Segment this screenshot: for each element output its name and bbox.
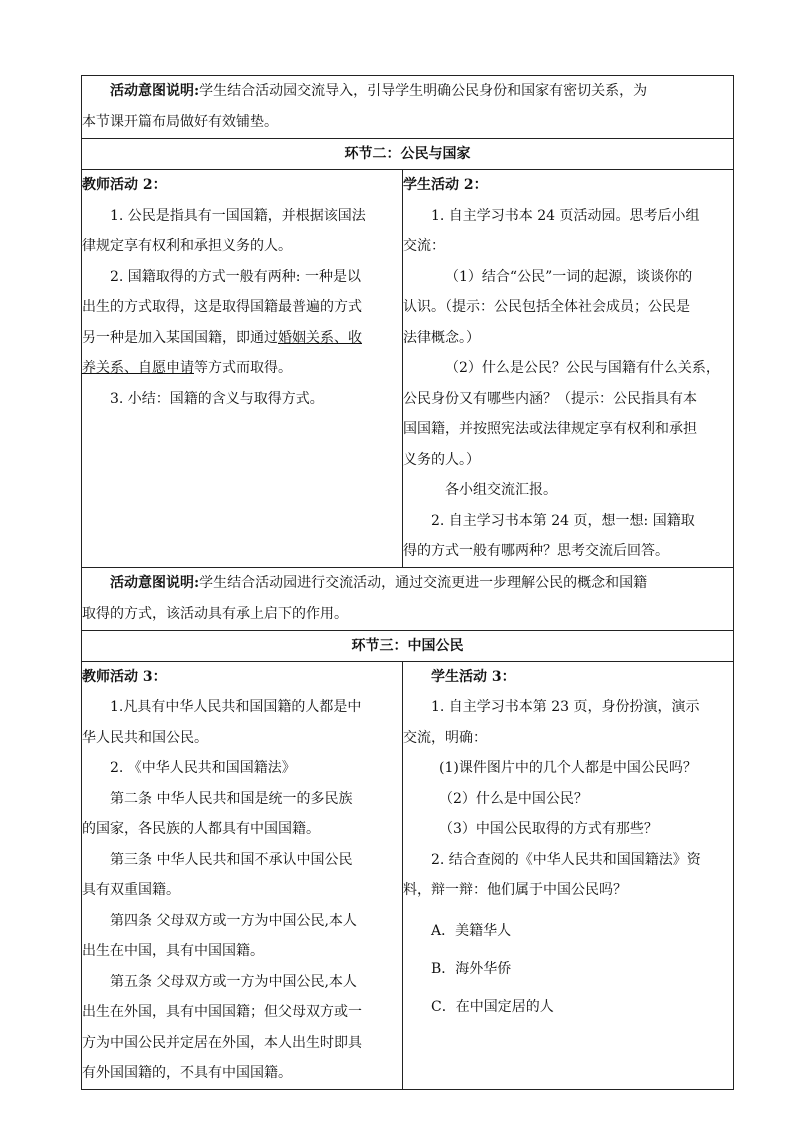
teacher-activity-2-heading: 教师活动 2：: [82, 177, 167, 193]
text-line: 第四条 父母双方或一方为中国公民,本人: [110, 912, 357, 929]
section-title-3: 环节三：中国公民: [82, 630, 734, 661]
text-line: 1.凡具有中华人民共和国国籍的人都是中: [110, 699, 362, 715]
text-line: 出生的方式取得，这是取得国籍最普遍的方式: [82, 299, 362, 315]
text-line: 2. 《中华人民共和国国籍法》: [110, 760, 296, 776]
text-line: 料，辩一辩：他们属于中国公民吗？: [403, 882, 627, 898]
text-line: 第二条 中华人民共和国是统一的多民族: [110, 790, 353, 807]
text-line: 得的方式一般有哪两种？思考交流后回答。: [403, 543, 669, 559]
intent-note-1-line-1: 活动意图说明:学生结合活动园交流导入，引导学生明确公民身份和国家有密切关系，为: [110, 83, 648, 99]
text-line: （1）结合“公民”一词的起源，谈谈你的: [445, 268, 693, 285]
teacher-activity-3-heading: 教师活动 3：: [82, 668, 167, 685]
teacher-activity-3: [82, 661, 403, 1089]
text-line: 认识。（提示：公民包括全体社会成员；公民是: [403, 299, 690, 315]
text-line: 另一种是加入某国国籍，即通过婚姻关系、收: [82, 329, 362, 346]
activity-row-3: [82, 661, 734, 1089]
text-line: 2. 国籍取得的方式一般有两种: 一种是以: [110, 268, 361, 285]
text-line: 出生在中国，具有中国国籍。: [82, 943, 264, 959]
text-line: 1. 公民是指具有一国国籍，并根据该国法: [110, 207, 366, 224]
student-activity-3: [403, 661, 734, 1089]
intent-note-1: [82, 76, 734, 139]
text-line: 交流：: [403, 238, 445, 254]
text-line: 养关系、自愿申请等方式而取得。: [82, 360, 292, 376]
intent-note-2-line-2: 取得的方式，该活动具有承上启下的作用。: [82, 605, 348, 622]
text-line: 有外国国籍的，不具有中国国籍。: [82, 1065, 292, 1081]
text-line: （3）中国公民取得的方式有那些？: [439, 821, 658, 837]
text-line: 各小组交流汇报。: [445, 482, 557, 498]
student-activity-2-heading: 学生活动 2：: [403, 177, 488, 193]
activity-row-2: [82, 170, 734, 568]
text-line: （2）什么是中国公民？: [439, 790, 588, 807]
text-line: 交流，明确：: [403, 729, 487, 746]
text-line: 国国籍，并按照宪法或法律规定享有权利和承担: [403, 421, 697, 437]
intent-note-row-1: [82, 76, 734, 139]
text-line: 2. 结合查阅的《中华人民共和国国籍法》资: [431, 851, 701, 868]
text-line: 律规定享有权利和承担义务的人。: [82, 238, 292, 254]
text-line: 第五条 父母双方或一方为中国公民,本人: [110, 973, 357, 990]
text-line: 第三条 中华人民共和国不承认中国公民: [110, 851, 353, 868]
student-activity-3-heading: 学生活动 3：: [431, 668, 516, 685]
text-line: 义务的人。）: [403, 451, 480, 468]
section-header-row-2: [82, 139, 734, 170]
text-line: 的国家，各民族的人都具有中国国籍。: [82, 821, 320, 837]
text-line: 公民身份又有哪些内涵？（提示：公民指具有本: [403, 390, 697, 407]
intent-note-1-line-2: 本节课开篇布局做好有效铺垫。: [82, 114, 278, 130]
text-line: (1)课件图片中的几个人都是中国公民吗？: [439, 760, 697, 776]
student-activity-2: [403, 170, 734, 568]
text-line: 具有双重国籍。: [82, 882, 180, 898]
intent-note-label: 活动意图说明:: [110, 574, 200, 591]
intent-note-row-2: [82, 567, 734, 630]
intent-note-2-line-1: 活动意图说明:学生结合活动园进行交流活动，通过交流更进一步理解公民的概念和国籍: [110, 574, 648, 591]
intent-note-2: [82, 567, 734, 630]
section-header-row-3: [82, 630, 734, 661]
intent-note-label: 活动意图说明:: [110, 83, 200, 99]
text-line: 1. 自主学习书本 24 页活动园。思考后小组: [431, 207, 700, 224]
text-line: 2. 自主学习书本第 24 页，想一想: 国籍取: [431, 512, 695, 529]
text-line: 3. 小结：国籍的含义与取得方式。: [110, 390, 324, 407]
option-b: B．海外华侨: [431, 960, 512, 977]
section-title-2: 环节二：公民与国家: [82, 139, 734, 170]
text-line: 出生在外国，具有中国国籍；但父母双方或一: [82, 1004, 362, 1020]
answer-options: [403, 906, 733, 1026]
text-line: 1. 自主学习书本第 23 页，身份扮演，演示: [431, 699, 700, 715]
option-c: C．在中国定居的人: [431, 998, 554, 1015]
teacher-activity-2: [82, 170, 403, 568]
text-line: （2）什么是公民？公民与国籍有什么关系，: [445, 360, 720, 376]
text-line: 方为中国公民并定居在外国，本人出生时即具: [82, 1034, 362, 1051]
option-a: A．美籍华人: [431, 922, 512, 939]
lesson-plan-table: [81, 75, 734, 1090]
text-line: 华人民共和国公民。: [82, 729, 208, 746]
text-line: 法律概念。）: [403, 329, 480, 346]
